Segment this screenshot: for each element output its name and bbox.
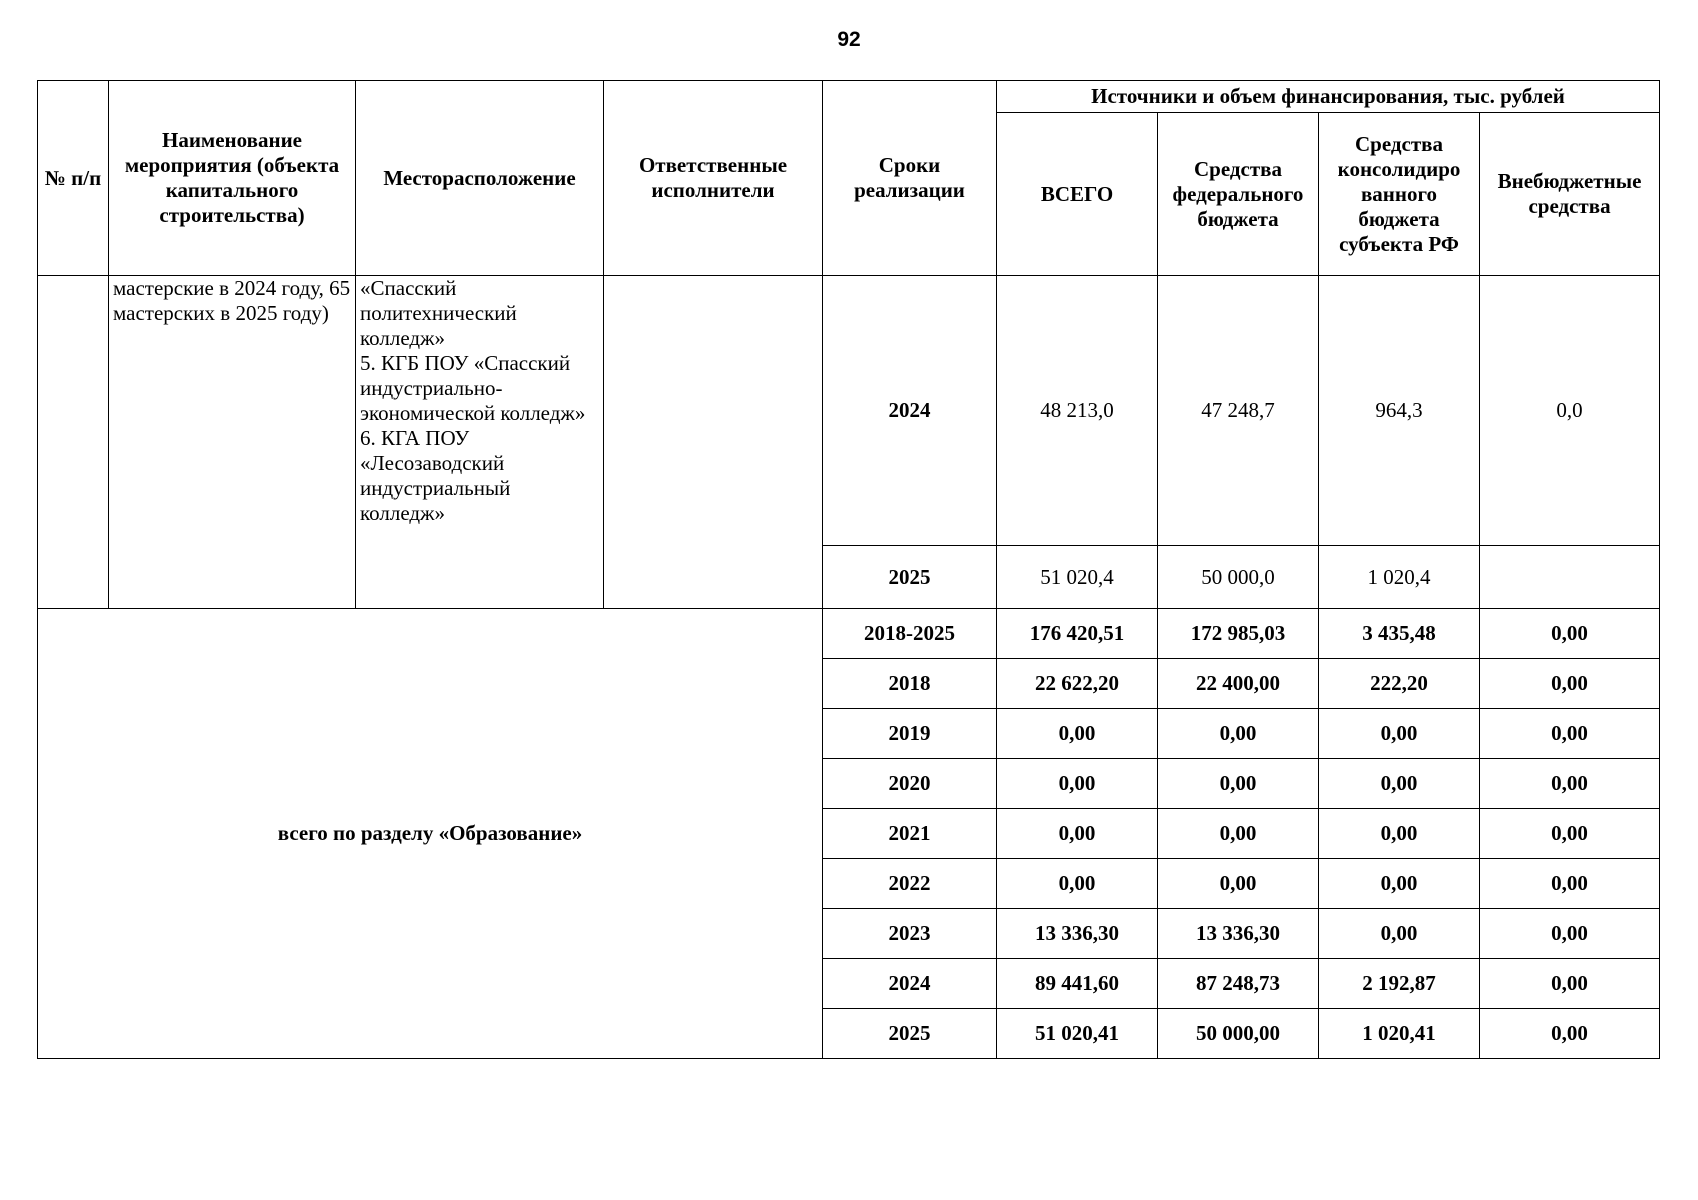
header-location: Месторасположение [356,81,604,276]
header-federal: Средства федерального бюджета [1158,113,1319,276]
summary-year: 2022 [823,859,997,909]
summary-federal: 87 248,73 [1158,959,1319,1009]
summary-label: всего по разделу «Образование» [38,609,823,1059]
item-location: «Спасский политехнический колледж» 5. КГБ ПОУ «Спасский индустриально-экономической колледж» 6. КГА ПОУ «Лесозаводский индустриальный колледж» [356,276,604,609]
item-federal: 50 000,0 [1158,546,1319,609]
item-extra [1480,546,1660,609]
summary-extra: 0,00 [1480,809,1660,859]
summary-regional: 0,00 [1319,909,1480,959]
summary-regional: 1 020,41 [1319,1009,1480,1059]
summary-total: 22 622,20 [997,659,1158,709]
summary-total: 0,00 [997,809,1158,859]
header-responsible: Ответственные исполнители [604,81,823,276]
summary-extra: 0,00 [1480,659,1660,709]
summary-federal: 0,00 [1158,709,1319,759]
item-regional: 964,3 [1319,276,1480,546]
summary-regional: 0,00 [1319,809,1480,859]
item-name: мастерские в 2024 году, 65 мастерских в 2025 году) [109,276,356,609]
summary-regional: 0,00 [1319,759,1480,809]
header-terms: Сроки реализации [823,81,997,276]
item-responsible [604,276,823,609]
summary-federal: 50 000,00 [1158,1009,1319,1059]
summary-federal: 0,00 [1158,809,1319,859]
header-number: № п/п [38,81,109,276]
summary-total: 0,00 [997,859,1158,909]
summary-extra: 0,00 [1480,609,1660,659]
summary-regional: 3 435,48 [1319,609,1480,659]
item-extra: 0,0 [1480,276,1660,546]
summary-federal: 13 336,30 [1158,909,1319,959]
summary-federal: 172 985,03 [1158,609,1319,659]
summary-total: 0,00 [997,759,1158,809]
header-extrabudget: Внебюджетные средства [1480,113,1660,276]
summary-year: 2020 [823,759,997,809]
summary-total: 13 336,30 [997,909,1158,959]
table-row [38,276,1660,546]
item-year: 2024 [823,276,997,546]
summary-regional: 0,00 [1319,709,1480,759]
summary-total: 0,00 [997,709,1158,759]
item-total: 48 213,0 [997,276,1158,546]
summary-total: 51 020,41 [997,1009,1158,1059]
header-regional: Средства консолидиро ванного бюджета субъекта РФ [1319,113,1480,276]
page-number: 92 [837,28,861,51]
summary-year: 2024 [823,959,997,1009]
item-regional: 1 020,4 [1319,546,1480,609]
summary-federal: 0,00 [1158,759,1319,809]
summary-regional: 222,20 [1319,659,1480,709]
summary-total: 89 441,60 [997,959,1158,1009]
summary-year: 2025 [823,1009,997,1059]
summary-year: 2019 [823,709,997,759]
summary-extra: 0,00 [1480,909,1660,959]
summary-regional: 2 192,87 [1319,959,1480,1009]
summary-year: 2018-2025 [823,609,997,659]
summary-extra: 0,00 [1480,959,1660,1009]
header-total: ВСЕГО [997,113,1158,276]
summary-year: 2018 [823,659,997,709]
header-name: Наименование мероприятия (объекта капитального строительства) [109,81,356,276]
item-year: 2025 [823,546,997,609]
summary-extra: 0,00 [1480,1009,1660,1059]
summary-year: 2023 [823,909,997,959]
summary-row [38,609,1660,659]
summary-extra: 0,00 [1480,859,1660,909]
item-federal: 47 248,7 [1158,276,1319,546]
header-financing-group: Источники и объем финансирования, тыс. рублей [997,81,1660,113]
item-number [38,276,109,609]
summary-federal: 0,00 [1158,859,1319,909]
item-total: 51 020,4 [997,546,1158,609]
summary-extra: 0,00 [1480,709,1660,759]
financing-table [37,80,1660,1059]
summary-total: 176 420,51 [997,609,1158,659]
summary-regional: 0,00 [1319,859,1480,909]
summary-federal: 22 400,00 [1158,659,1319,709]
summary-year: 2021 [823,809,997,859]
summary-extra: 0,00 [1480,759,1660,809]
